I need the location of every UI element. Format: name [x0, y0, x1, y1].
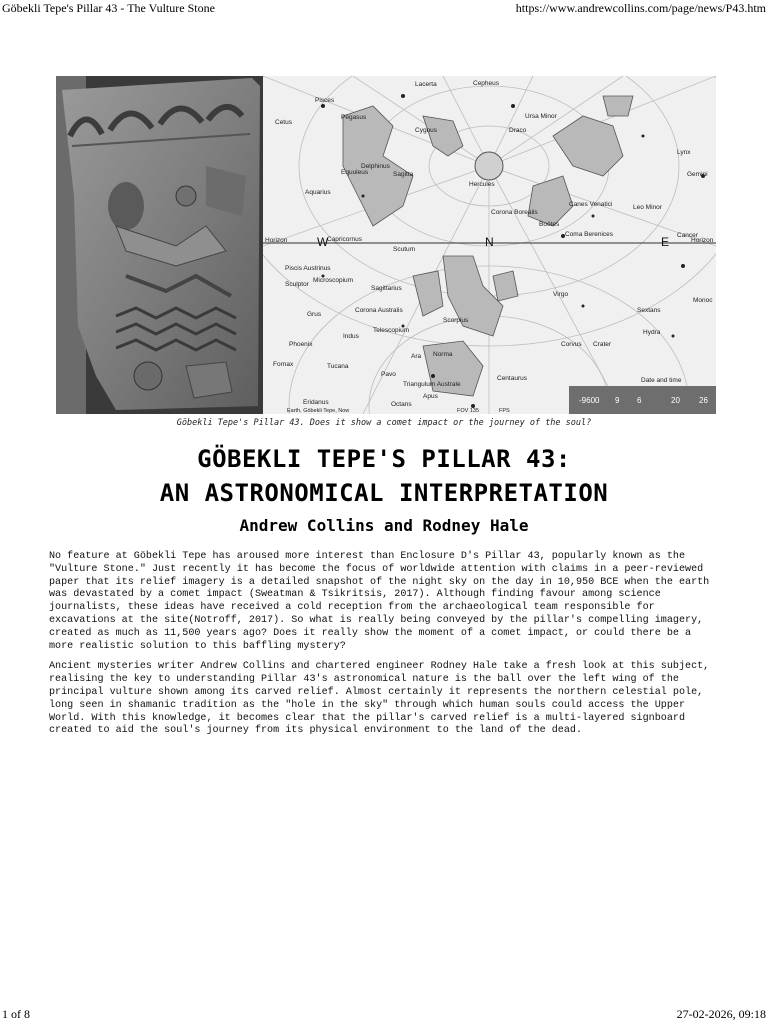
label-leo-minor: Leo Minor — [633, 204, 662, 211]
label-octans: Octans — [391, 401, 412, 408]
label-ara: Ara — [411, 353, 422, 360]
label-sagitta: Sagitta — [393, 171, 414, 178]
label-delphinus: Delphinus — [361, 163, 390, 170]
label-horizon-left: Horizon — [265, 237, 288, 244]
figure — [56, 76, 716, 414]
page-number: 1 of 8 — [2, 1007, 30, 1021]
label-hercules: Hercules — [469, 181, 495, 188]
label-capricornus: Capricornus — [327, 236, 363, 243]
compass-east: E — [661, 235, 670, 249]
label-norma: Norma — [433, 351, 453, 358]
label-lynx: Lynx — [677, 149, 691, 156]
label-pavo: Pavo — [381, 371, 396, 378]
skymap-fps: FPS — [499, 408, 510, 414]
date-time-panel — [569, 386, 716, 414]
label-monoc: Monoc — [693, 297, 713, 304]
article-title-line2: AN ASTRONOMICAL INTERPRETATION — [159, 479, 609, 507]
label-grus: Grus — [307, 311, 322, 318]
compass-west: W — [317, 235, 329, 249]
label-piscis-austrinus: Piscis Austrinus — [285, 265, 331, 272]
pillar-43-photo — [56, 76, 263, 414]
article-body — [49, 551, 719, 746]
label-telescopium: Telescopium — [373, 327, 410, 334]
label-corona-borealis: Corona Borealis — [491, 209, 538, 216]
label-pegasus: Pegasus — [341, 114, 367, 121]
label-scutum: Scutum — [393, 246, 416, 253]
skymap-footer: Earth, Göbekli Tepe, Now — [287, 408, 350, 414]
label-hydra: Hydra — [643, 329, 661, 336]
label-crater: Crater — [593, 341, 612, 348]
page-title: Göbekli Tepe's Pillar 43 - The Vulture Stone — [2, 1, 215, 15]
label-gemini: Gemini — [687, 171, 708, 178]
label-ursa-minor: Ursa Minor — [525, 113, 557, 120]
label-cepheus: Cepheus — [473, 80, 500, 87]
print-header — [0, 0, 768, 18]
time-minute: 26 — [699, 396, 708, 405]
label-tucana: Tucana — [327, 363, 349, 370]
label-scorpius: Scorpius — [443, 317, 469, 324]
article-title-line1: GÖBEKLI TEPE'S PILLAR 43: — [197, 445, 571, 473]
label-microscopium: Microscopium — [313, 277, 354, 284]
label-cancer: Cancer — [677, 232, 698, 239]
label-sextans: Sextans — [637, 307, 661, 314]
label-pisces: Pisces — [315, 97, 335, 104]
page-url: https://www.andrewcollins.com/page/news/P43.htm — [515, 1, 766, 15]
date-month: 9 — [615, 396, 620, 405]
article-authors: Andrew Collins and Rodney Hale — [239, 516, 529, 535]
label-canes-venatici: Canes Venatici — [569, 201, 613, 208]
label-aquarius: Aquarius — [305, 189, 331, 196]
label-corvus: Corvus — [561, 341, 582, 348]
article-title — [0, 442, 768, 510]
print-datetime: 27-02-2026, 09:18 — [676, 1007, 766, 1021]
label-fornax: Fornax — [273, 361, 294, 368]
label-coma-berenices: Coma Berenices — [565, 231, 614, 238]
label-cygnus: Cygnus — [415, 127, 438, 134]
label-equuleus: Equuleus — [341, 169, 369, 176]
label-draco: Draco — [509, 127, 527, 134]
label-centaurus: Centaurus — [497, 375, 527, 382]
compass-north: N — [485, 235, 494, 249]
star-chart — [263, 76, 716, 414]
date-time-label: Date and time — [641, 377, 682, 384]
print-footer — [0, 1006, 768, 1024]
label-cetus: Cetus — [275, 119, 292, 126]
label-lacerta: Lacerta — [415, 81, 437, 88]
label-phoenix: Phoenix — [289, 341, 313, 348]
date-day: 6 — [637, 396, 642, 405]
figure-caption: Göbekli Tepe's Pillar 43. Does it show a comet impact or the journey of the soul? — [176, 418, 592, 428]
label-virgo: Virgo — [553, 291, 569, 298]
label-eridanus: Eridanus — [303, 399, 329, 406]
paragraph: Ancient mysteries writer Andrew Collins and chartered engineer Rodney Hale take a fresh look at this subject, realising the key to understanding Pillar 43's astronomical nature is the ball over the left wing of the principal vulture shown among its carved relief. Almost certainly it represents the northern celestial pole, long seen in shamanic tradition as the "hole in the sky" through which human souls could access the Upper World. With this knowledge, it becomes clear that the pillar's carved relief is a multi-layered signboard created to aid the soul's journey from its physical environment to the land of the dead. — [49, 661, 710, 737]
time-hour: 20 — [671, 396, 680, 405]
paragraph: No feature at Göbekli Tepe has aroused more interest than Enclosure D's Pillar 43, popularly known as the "Vulture Stone." Just recently it has become the focus of worldwide attention with claims in a peer-reviewed paper that its relief imagery is a detailed snapshot of the night sky on the day in 10,950 BCE when the earth was devastated by a comet impact (Sweatman & Tsikritsis, 2017). Although finding favour among science journalists, these ideas have received a cold reception from the archaeological team responsible for excavations at the site(Notroff, 2017). So what is really being conveyed by the pillar's compelling imagery, created as much as 11,500 years ago? Does it really show the moment of a comet impact, or could there be a more realistic solution to this baffling mystery? — [49, 551, 710, 652]
skymap-fov: FOV 135 — [457, 408, 480, 414]
label-triangulum-australe: Triangulum Australe — [403, 381, 461, 388]
label-indus: Indus — [343, 333, 359, 340]
label-bootes: Boötes — [539, 221, 560, 228]
date-year: -9600 — [579, 396, 600, 405]
label-sculptor: Sculptor — [285, 281, 309, 288]
label-horizon-right: Horizon — [691, 237, 714, 244]
label-apus: Apus — [423, 393, 438, 400]
label-sagittarius: Sagittarius — [371, 285, 402, 292]
label-corona-australis: Corona Australis — [355, 307, 403, 314]
